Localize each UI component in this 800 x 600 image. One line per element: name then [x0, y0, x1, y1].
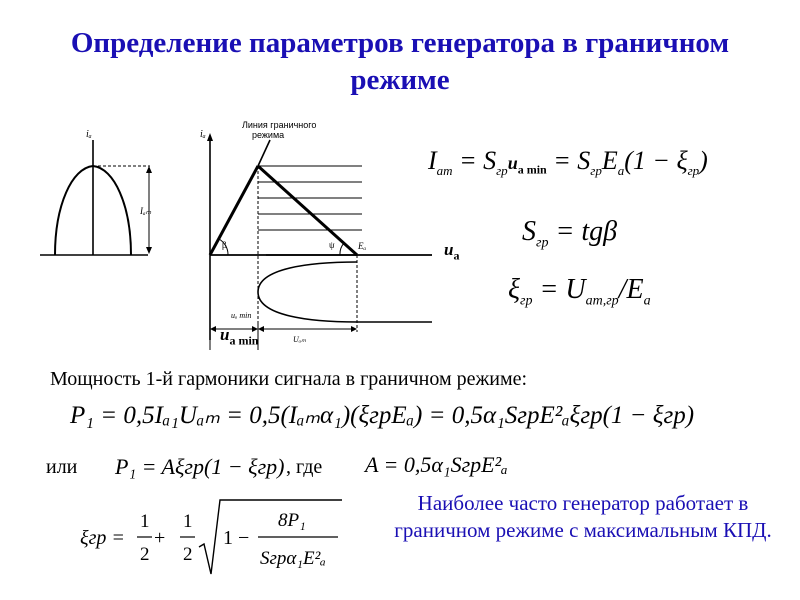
- right-ia-label: iₐ: [200, 129, 206, 140]
- voltage-sine-curve: [258, 255, 432, 322]
- svg-text:1 −: 1 −: [223, 527, 250, 549]
- left-iam-label: Iₐₘ: [140, 206, 152, 216]
- svg-text:8P₁: 8P₁: [278, 510, 306, 531]
- xi-solution-lhs: ξгр =: [80, 527, 125, 549]
- note-text: Наиболее часто генератор работает в граничном режиме с максимальным КПД.: [394, 491, 772, 542]
- sgr-formula: $S_{гр} = tg\beta$: [522, 216, 618, 251]
- uamin-bracket-label: uₐ min: [231, 311, 252, 320]
- svg-text:2: 2: [140, 544, 150, 565]
- psi-label: ψ: [329, 240, 335, 250]
- page-title: Определение параметров генератора в граничном режиме: [70, 27, 730, 96]
- right-characteristic-plot: [207, 133, 432, 340]
- where-label: , где: [286, 456, 323, 478]
- beta-label: β: [222, 240, 227, 250]
- boundary-line-extension: [258, 140, 270, 166]
- uamin-under-label: $u_{a min}$: [220, 325, 259, 348]
- power-heading: Мощность 1-й гармоники сигнала в граничном режиме:: [50, 368, 528, 390]
- ea-label: Eₐ: [358, 241, 367, 251]
- iam-formula: $I_{am} = S_{гр}u_{a min} = S_{гр}E_a(1 - \xi_{гр})$: [428, 146, 708, 179]
- svg-text:1: 1: [183, 511, 193, 532]
- xi-formula: $\xi_{гр} = U_{am,гр}/E_a$: [508, 274, 651, 309]
- alt-formula: P₁ = Aξгр(1 − ξгр): [115, 454, 285, 479]
- ua-axis-label: $u_a$: [444, 240, 460, 263]
- boundary-line-label-2: режима: [252, 130, 285, 140]
- or-label: или: [46, 456, 78, 478]
- uam-bracket-label: Uₐₘ: [293, 335, 307, 344]
- boundary-line-label-1: Линия граничного: [242, 120, 317, 130]
- power-formula: P₁ = 0,5Iₐ₁Uₐₘ = 0,5(Iₐₘα₁)(ξгрEₐ) = 0,5α₁SгрE²ₐξгр(1 − ξгр): [70, 402, 695, 429]
- svg-text:2: 2: [183, 544, 193, 565]
- left-current-pulse-plot: [40, 140, 152, 255]
- a-formula: A = 0,5α₁SгрE²ₐ: [365, 452, 508, 477]
- svg-text:Sгрα₁E²ₐ: Sгрα₁E²ₐ: [260, 548, 326, 569]
- left-ia-label: iₐ: [86, 129, 92, 140]
- load-line-segment: [258, 166, 357, 255]
- boundary-line-segment: [210, 166, 258, 255]
- xi-solution-formula: [80, 492, 350, 584]
- svg-text:+: +: [154, 527, 166, 549]
- svg-text:1: 1: [140, 511, 150, 532]
